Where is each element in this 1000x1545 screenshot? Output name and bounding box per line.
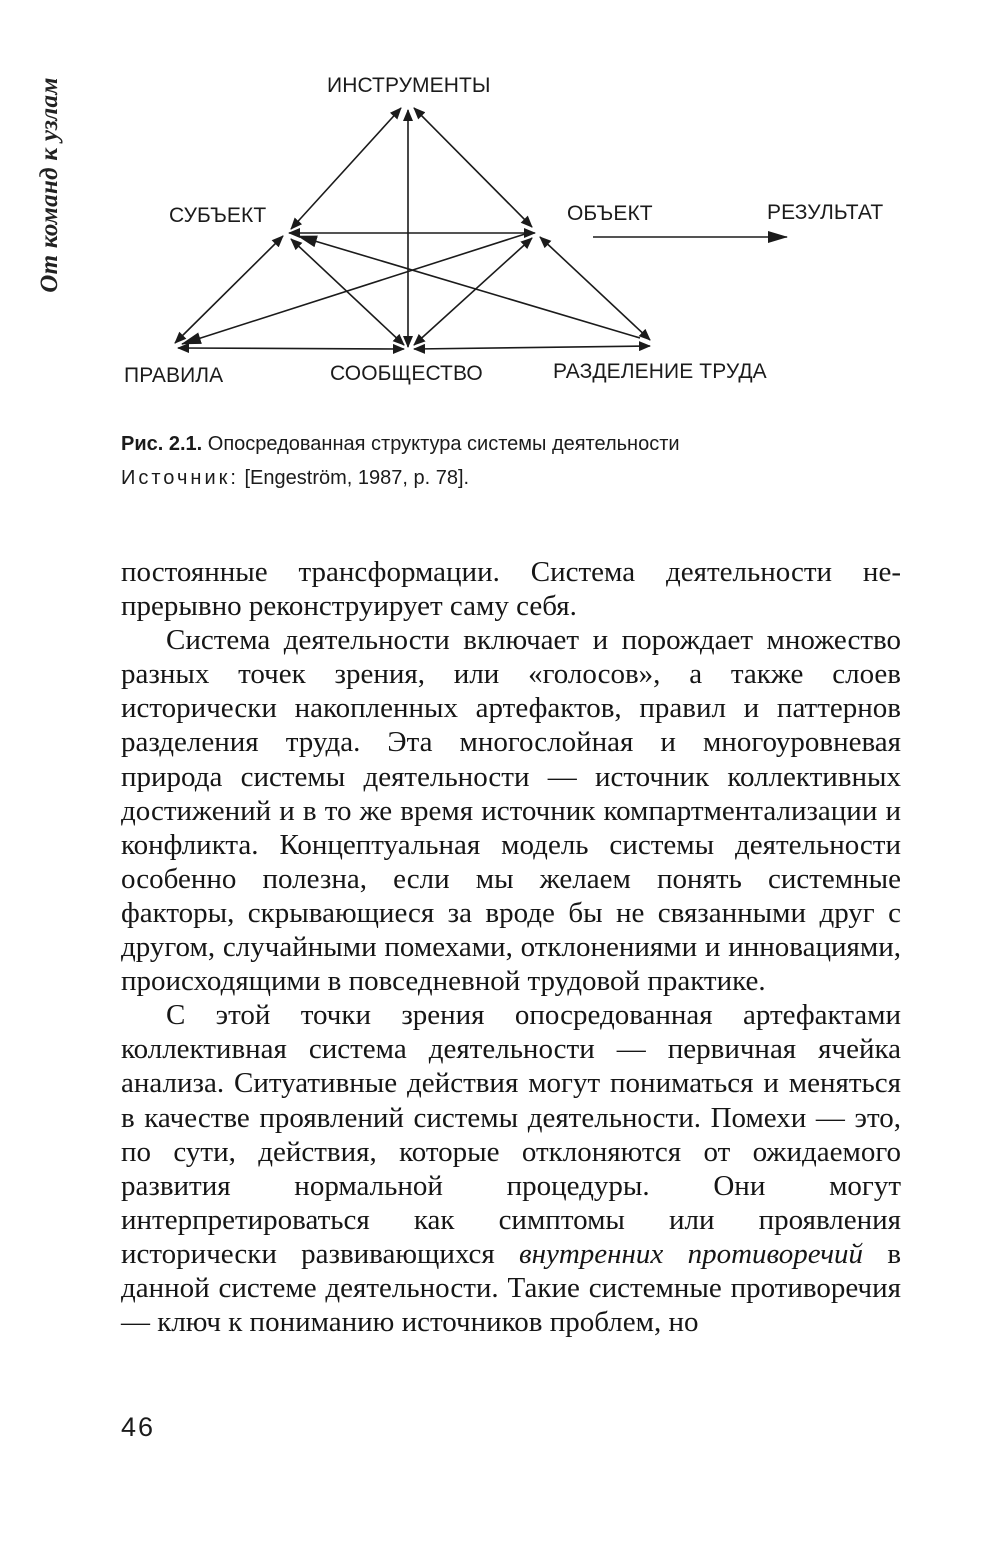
figure-caption xyxy=(121,427,921,495)
node-result: РЕЗУЛЬТАТ xyxy=(767,201,884,224)
paragraph-3 xyxy=(121,998,901,1339)
paragraph-2: Система деятельности включает и порождает множество разных точек зрения, или «голосов», а также слоев исторически накопленных артефактов, правил и паттернов разделения труда. Эта многослойная и многоуровневая природа системы деятельности — источник коллективных достижений и в то же время источник компартментализации и конфликта. Концептуальная модель системы деятельности особенно полезна, если мы желаем понять системные факторы, скрывающиеся за вроде бы не связанными друг с другом, случайными помехами, отклонениями и инновациями, происходящими в повседневной трудовой практике. xyxy=(121,624,901,998)
paragraph-3-start: С этой точки зрения опосредованная артефактами коллективная система деятельности — первичная ячейка анализа. Ситуативные действия могут пониматься и меняться в качестве проявлений системы деятельности. Помехи — это, по сути, действия, которые отклоняются от ожидаемого развития нормальной процедуры. Они могут интерпретироваться как симптомы или проявления исторически развивающихся xyxy=(121,999,901,1270)
page-number: 46 xyxy=(121,1412,156,1442)
caption-title-line xyxy=(121,427,921,461)
activity-system-diagram xyxy=(0,0,1000,400)
edge-instruments-object xyxy=(414,108,532,227)
source-reference: [Engeström, 1987, p. 78]. xyxy=(244,467,470,489)
edge-object-community xyxy=(414,238,532,345)
paragraph-1: постоянные трансформации. Система деятельности непрерывно реконструирует саму себя. xyxy=(121,556,901,623)
running-head-text: От команд к узлам xyxy=(36,77,63,293)
diagram-canvas xyxy=(0,0,1000,400)
edge-subject-community xyxy=(291,239,404,345)
body-text xyxy=(121,555,901,1339)
node-division-of-labour: РАЗДЕЛЕНИЕ ТРУДА xyxy=(553,360,767,383)
figure-number: Рис. 2.1. xyxy=(121,433,203,455)
edge-instruments-subject xyxy=(291,108,401,229)
figure-title: Опосредованная структура системы деятельности xyxy=(207,433,680,455)
caption-source-line xyxy=(121,461,921,495)
source-label: Источник: xyxy=(121,467,239,489)
edge-subject-rules xyxy=(175,236,283,343)
edge-rules-community xyxy=(178,348,404,349)
node-community: СООБЩЕСТВО xyxy=(330,362,483,385)
node-object: ОБЪЕКТ xyxy=(567,202,653,225)
paragraph-3-end: в данной системе деятельности. Такие системные противоречия — ключ к пониманию источников проблем, но xyxy=(121,1237,902,1339)
paragraph-3-emphasis: внутренних противоречий xyxy=(519,1237,864,1270)
edge-community-division xyxy=(414,346,650,349)
node-instruments: ИНСТРУМЕНТЫ xyxy=(327,74,491,97)
node-subject: СУБЪЕКТ xyxy=(169,204,267,227)
node-rules: ПРАВИЛА xyxy=(124,364,224,387)
